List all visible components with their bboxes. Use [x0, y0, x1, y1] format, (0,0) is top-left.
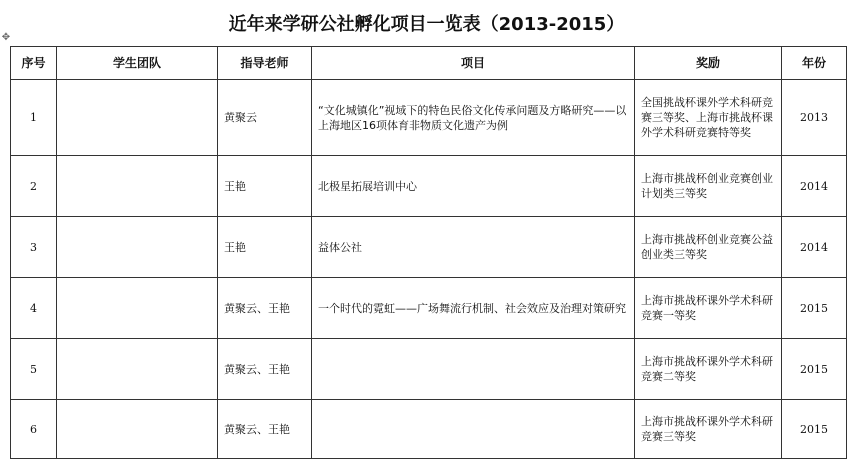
row-project — [312, 339, 635, 400]
header-index: 序号 — [11, 47, 57, 80]
header-year: 年份 — [782, 47, 847, 80]
row-project: 益体公社 — [312, 217, 635, 278]
row-year: 2015 — [782, 339, 847, 400]
row-award: 上海市挑战杯创业竞赛创业计划类三等奖 — [635, 156, 782, 217]
table-row — [11, 217, 847, 278]
row-award: 全国挑战杯课外学术科研竞赛三等奖、上海市挑战杯课外学术科研竞赛特等奖 — [635, 80, 782, 156]
row-award: 上海市挑战杯课外学术科研竞赛三等奖 — [635, 400, 782, 459]
row-project — [312, 400, 635, 459]
row-team — [57, 339, 218, 400]
table-row — [11, 80, 847, 156]
row-index: 5 — [11, 339, 57, 400]
header-award: 奖励 — [635, 47, 782, 80]
header-advisor: 指导老师 — [218, 47, 312, 80]
row-index: 6 — [11, 400, 57, 459]
row-team — [57, 156, 218, 217]
row-year: 2015 — [782, 278, 847, 339]
table-row — [11, 339, 847, 400]
row-team — [57, 400, 218, 459]
table-row — [11, 278, 847, 339]
row-award: 上海市挑战杯课外学术科研竞赛一等奖 — [635, 278, 782, 339]
projects-table — [10, 46, 847, 459]
row-year: 2015 — [782, 400, 847, 459]
table-row — [11, 156, 847, 217]
table-header-row — [11, 47, 847, 80]
page-title: 近年来学研公社孵化项目一览表（2013-2015） — [228, 14, 625, 35]
row-index: 4 — [11, 278, 57, 339]
table-row — [11, 400, 847, 459]
row-team — [57, 217, 218, 278]
row-team — [57, 278, 218, 339]
row-advisor: 黄聚云 — [218, 80, 312, 156]
row-index: 2 — [11, 156, 57, 217]
row-project: 北极星拓展培训中心 — [312, 156, 635, 217]
row-year: 2014 — [782, 156, 847, 217]
row-advisor: 黄聚云、王艳 — [218, 278, 312, 339]
row-year: 2014 — [782, 217, 847, 278]
row-advisor: 黄聚云、王艳 — [218, 400, 312, 459]
row-award: 上海市挑战杯课外学术科研竞赛二等奖 — [635, 339, 782, 400]
row-award: 上海市挑战杯创业竞赛公益创业类三等奖 — [635, 217, 782, 278]
row-index: 1 — [11, 80, 57, 156]
header-team: 学生团队 — [57, 47, 218, 80]
row-team — [57, 80, 218, 156]
row-advisor: 王艳 — [218, 156, 312, 217]
row-advisor: 黄聚云、王艳 — [218, 339, 312, 400]
row-advisor: 王艳 — [218, 217, 312, 278]
header-project: 项目 — [312, 47, 635, 80]
row-index: 3 — [11, 217, 57, 278]
row-year: 2013 — [782, 80, 847, 156]
row-project: 一个时代的霓虹——广场舞流行机制、社会效应及治理对策研究 — [312, 278, 635, 339]
row-project: “文化城镇化”视域下的特色民俗文化传承问题及方略研究——以上海地区16项体育非物质文化遗产为例 — [312, 80, 635, 156]
table-move-handle-icon[interactable]: ✥ — [1, 32, 11, 43]
